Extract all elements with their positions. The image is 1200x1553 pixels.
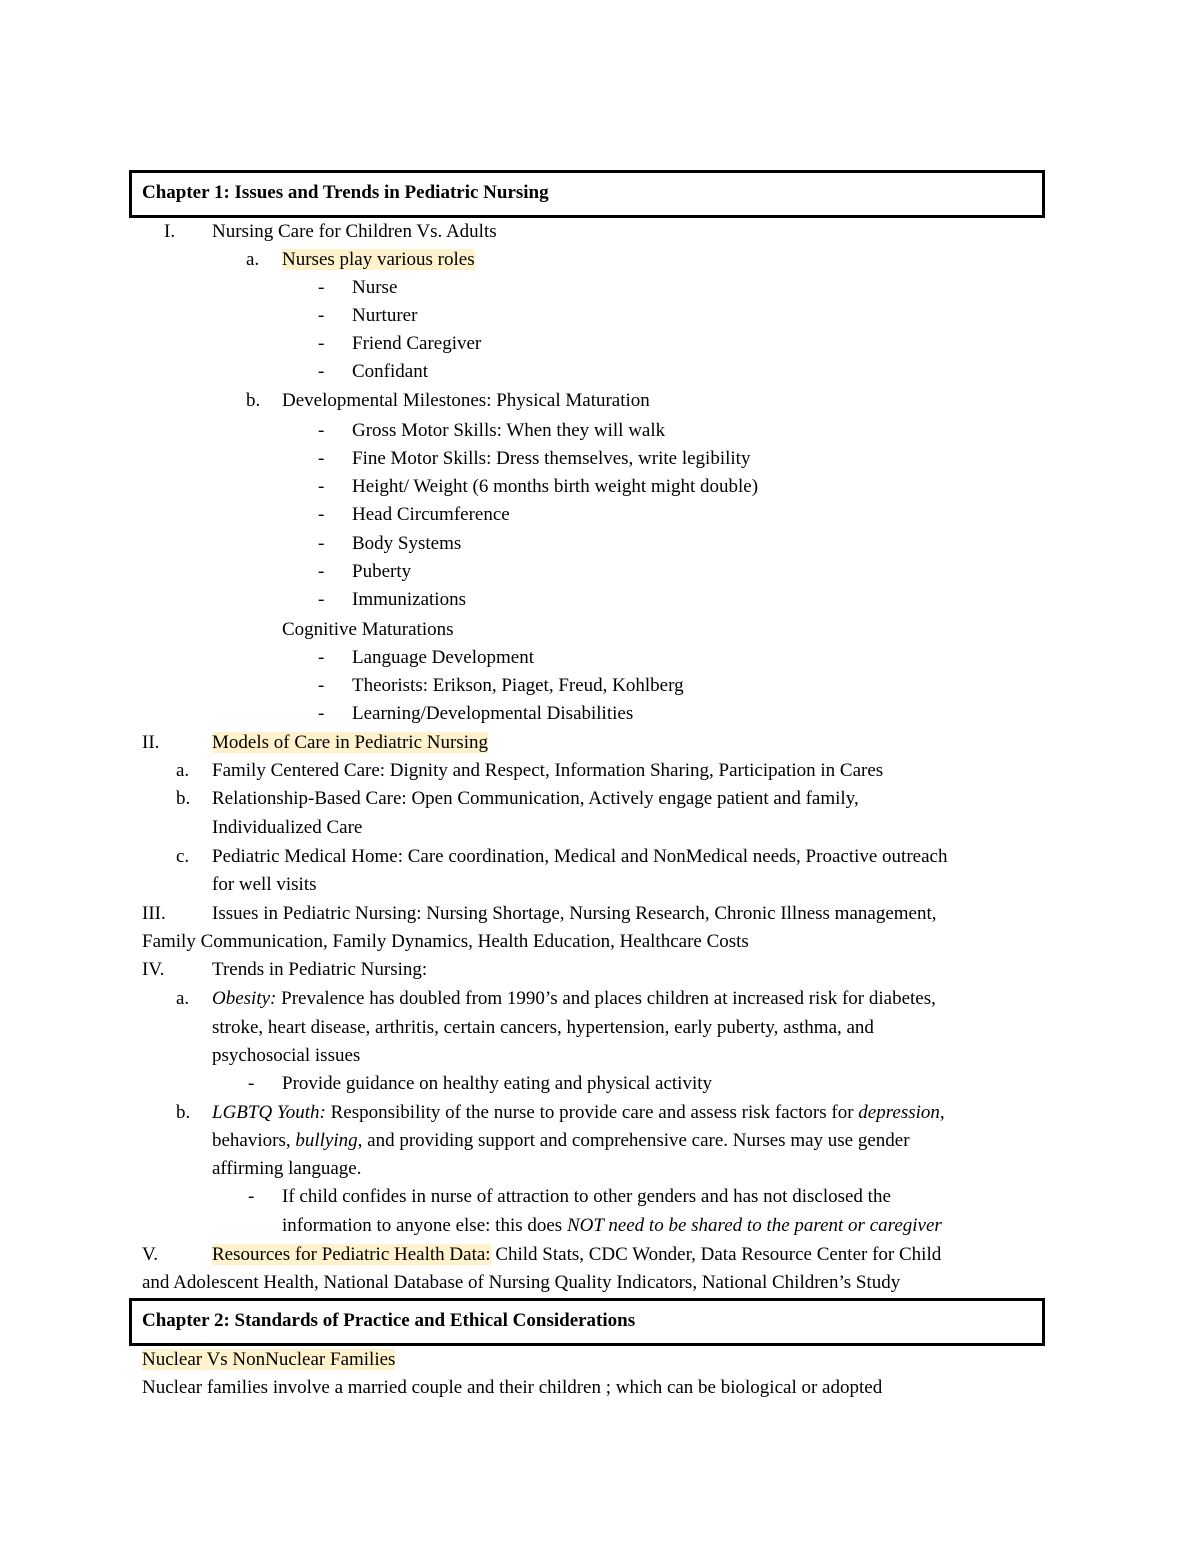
list-item: Nurse [352,277,398,298]
bullet: - [318,448,325,469]
section-3-line2: Family Communication, Family Dynamics, Health Education, Healthcare Costs [142,931,749,952]
item-2b-line1: Relationship-Based Care: Open Communication, Actively engage patient and family, [212,788,859,809]
item-1c-text: Cognitive Maturations [282,619,454,640]
bullet: - [318,675,325,696]
italic-term: LGBTQ Youth: [212,1102,326,1123]
bullet: - [318,277,325,298]
list-item: Height/ Weight (6 months birth weight might double) [352,476,759,497]
item-4b-line1: LGBTQ Youth: Responsibility of the nurse to provide care and assess risk factors for depression, [212,1102,945,1123]
italic-term: depression [858,1102,940,1123]
section-5-line1: Resources for Pediatric Health Data: Child Stats, CDC Wonder, Data Resource Center for Child [212,1244,942,1265]
section-5-number: V. [142,1244,159,1265]
section-4-number: IV. [142,959,165,980]
list-item: Body Systems [352,533,462,554]
item-4b-sub-line1: If child confides in nurse of attraction to other genders and has not disclosed the [282,1186,891,1207]
list-item: Friend Caregiver [352,333,482,354]
section-5-line2: and Adolescent Health, National Database of Nursing Quality Indicators, National Children’s Study [142,1272,901,1293]
item-4b-marker: b. [176,1102,191,1123]
chapter-2-paragraph: Nuclear families involve a married couple and their children ; which can be biological or adopted [142,1377,883,1398]
item-2c-marker: c. [176,846,190,867]
bullet: - [318,647,325,668]
item-2b-line2: Individualized Care [212,817,363,838]
item-4a-line2: stroke, heart disease, arthritis, certain cancers, hypertension, early puberty, asthma, and [212,1017,874,1038]
list-item: Nurturer [352,305,418,326]
section-2-number: II. [142,732,160,753]
section-3-line1: Issues in Pediatric Nursing: Nursing Shortage, Nursing Research, Chronic Illness management, [212,903,937,924]
section-2-title [212,730,488,758]
list-item: Learning/Developmental Disabilities [352,703,634,724]
chapter-2-heading [129,1298,1045,1346]
bullet: - [248,1073,255,1094]
bullet: - [318,361,325,382]
italic-term: bullying [295,1130,358,1151]
item-1a-marker: a. [246,249,260,270]
list-item: Confidant [352,361,428,382]
list-item: Puberty [352,561,412,582]
highlight-text: Nuclear Vs NonNuclear Families [142,1349,396,1370]
item-4a-marker: a. [176,988,190,1009]
list-item: Provide guidance on healthy eating and physical activity [282,1073,713,1094]
item-4a-line3: psychosocial issues [212,1045,361,1066]
chapter-1-heading [129,170,1045,218]
bullet: - [318,305,325,326]
bullet: - [318,333,325,354]
bullet: - [318,533,325,554]
highlight-text: Resources for Pediatric Health Data: [212,1244,491,1265]
chapter-2-title: Chapter 2: Standards of Practice and Ethical Considerations [142,1310,636,1331]
list-item: Immunizations [352,589,466,610]
bullet: - [318,703,325,724]
list-item: Head Circumference [352,504,510,525]
highlight-text: Models of Care in Pediatric Nursing [212,732,488,753]
item-1b-marker: b. [246,390,261,411]
bullet: - [318,504,325,525]
italic-emphasis: NOT need to be shared to the parent or caregiver [566,1215,942,1236]
item-2a-marker: a. [176,760,190,781]
italic-term: Obesity: [212,988,277,1009]
item-4b-line3: affirming language. [212,1158,362,1179]
list-item: Language Development [352,647,535,668]
chapter-1-title: Chapter 1: Issues and Trends in Pediatric Nursing [142,182,549,203]
item-2b-marker: b. [176,788,191,809]
item-4b-sub-line2: information to anyone else: this does NOT need to be shared to the parent or caregiver [282,1215,942,1236]
section-1-title: Nursing Care for Children Vs. Adults [212,221,497,242]
item-1b-text: Developmental Milestones: Physical Maturation [282,390,650,411]
list-item: Theorists: Erikson, Piaget, Freud, Kohlberg [352,675,684,696]
item-4a-line1: Obesity: Prevalence has doubled from 1990’s and places children at increased risk for diabetes, [212,988,936,1009]
bullet: - [318,420,325,441]
chapter-2-subheading [142,1347,395,1375]
list-item: Fine Motor Skills: Dress themselves, write legibility [352,448,751,469]
list-item: Gross Motor Skills: When they will walk [352,420,666,441]
item-1a-text [282,247,475,275]
section-1-number: I. [164,221,176,242]
item-4b-line2: behaviors, bullying, and providing support and comprehensive care. Nurses may use gender [212,1130,910,1151]
highlight-text: Nurses play various roles [282,249,475,270]
item-2a-text: Family Centered Care: Dignity and Respect, Information Sharing, Participation in Cares [212,760,884,781]
bullet: - [248,1186,255,1207]
bullet: - [318,589,325,610]
section-4-title: Trends in Pediatric Nursing: [212,959,428,980]
bullet: - [318,561,325,582]
bullet: - [318,476,325,497]
item-2c-line1: Pediatric Medical Home: Care coordination, Medical and NonMedical needs, Proactive outreach [212,846,948,867]
section-3-number: III. [142,903,166,924]
item-2c-line2: for well visits [212,874,317,895]
